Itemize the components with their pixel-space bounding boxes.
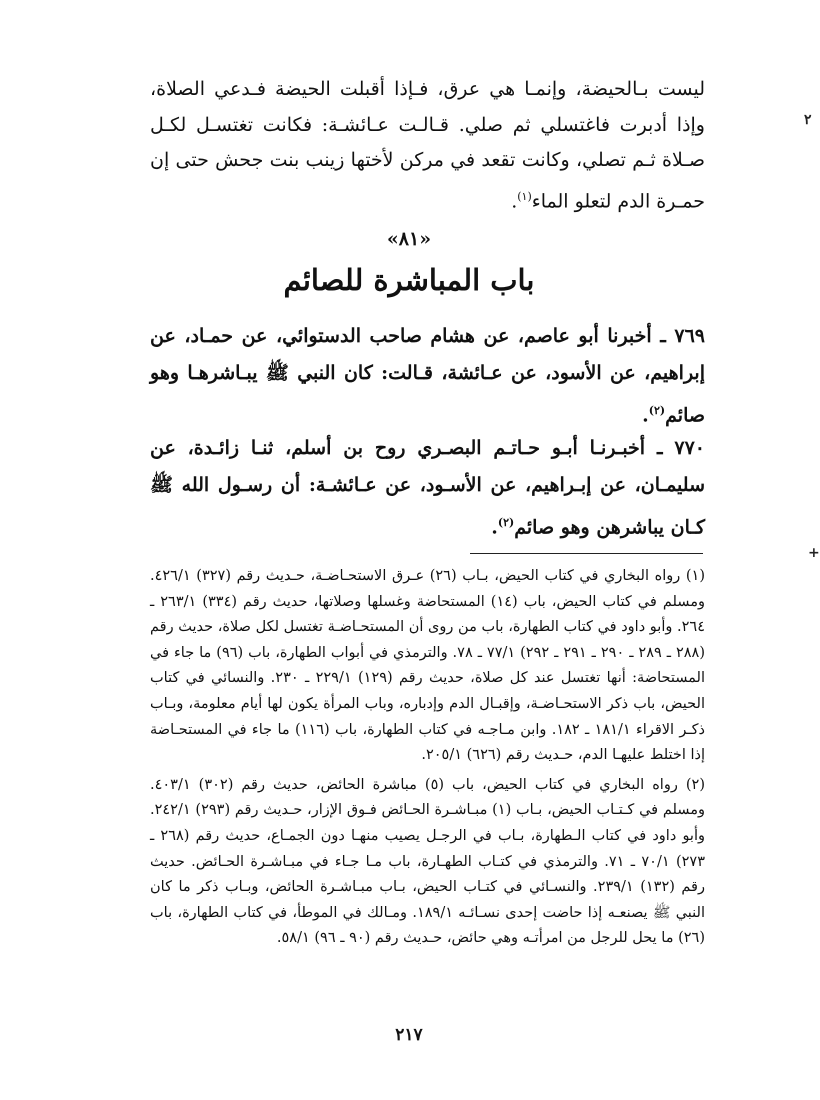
intro-paragraph: ليست بـالحيضة، وإنمـا هي عرق، فـإذا أقبلت الحيضة فـدعي الصلاة، وإذا أدبرت فاغتسلي ثم صلي. قـالـت عـائشـة: فكانت تغتسـل لكـل صـلاة ثـم تصلي، وكانت تقعد في مركن لأختها زينب بنت جحش حتى إن حمـرة الدم لتعلو الماء$^{(١)}$.	[150, 78, 705, 212]
hadith-footnote-ref: (٢)	[648, 404, 666, 417]
intro-text: ليست بـالحيضة، وإنمـا هي عرق، فـإذا أقبلت الحيضة فـدعي الصلاة، وإذا أدبرت فاغتسلي ثم صلي. قـالـت عـائشـة: فكانت تغتسـل لكـل صـلاة ثـم تصلي، وكانت تقعد في مركن لأختها زينب بنت جحش حتى إن حمـرة الدم لتعلو الماء	[150, 78, 705, 212]
hadith-769: ٧٦٩ ـ أخبرنا أبو عاصم، عن هشام صاحب الدستوائي، عن حمـاد، عن إبراهيم، عن الأسود، عن عـائشة، قـالت: كان النبي ﷺ يبـاشرهـا وهو صائم$^{(٢)}$.	[150, 325, 705, 427]
margin-mark-middle: +	[808, 545, 820, 561]
margin-mark-top: ٢	[804, 112, 812, 128]
footnotes	[150, 564, 705, 956]
intro-footnote-ref: (١)	[517, 189, 532, 203]
footnote-mark: (٢)	[685, 776, 705, 793]
page-number: ٢١٧	[395, 1025, 423, 1045]
hadith-text: ٧٦٩ ـ أخبرنا أبو عاصم، عن هشام صاحب الدستوائي، عن حمـاد، عن إبراهيم، عن الأسود، عن عـائشة، قـالت: كان النبي ﷺ يبـاشرهـا وهو صائم	[150, 325, 705, 427]
footnote-text: رواه البخاري في كتاب الحيض، بـاب (٢٦) عـرق الاستحـاضـة، حـديث رقم (٣٢٧) ٤٢٦/١. ومسلم في كتاب الحيض، باب (١٤) المستحاضة وغسلها وصلاتها، حديث رقم (٣٣٤) ٢٦٣/١ ـ ٢٦٤. وأبو داود في كتاب الطهارة، باب من روى أن المستحـاضـة تغتسل لكل صلاة، حديث رقم (٢٨٨ ـ ٢٨٩ ـ ٢٩٠ ـ ٢٩١ ـ ٢٩٢) ٧٧/١ ـ ٧٨. والترمذي في أبواب الطهارة، باب (٩٦) ما جاء في المستحاضة: أنها تغتسل عند كل صلاة، حديث رقم (١٢٩) ٢٢٩/١ ـ ٢٣٠. والنسائي في كتاب الحيض، باب ذكر الاستحـاضـة، وإقبـال الدم وإدباره، وباب المرأة يكون لها أيام معلومة، وبـاب ذكـر الاقراء ١٨١/١ ـ ١٨٢. وابن مـاجـه في كتاب الطهارة، باب (١١٦) ما جاء في المستحـاضة إذا اختلط عليهـا الدم، حـديث رقم (٦٢٦) ٢٠٥/١.	[150, 568, 706, 764]
footnote-separator	[470, 553, 703, 554]
hadith-text: ٧٧٠ ـ أخبـرنـا أبـو حـاتـم البصـري روح بن أسلم، ثنـا زائـدة، عن سليمـان، عن إبـراهيم، عن الأسـود، عن عـائشـة: أن رسـول الله ﷺ كـان يباشرهن وهو صائم	[150, 437, 705, 539]
footnote-text: رواه البخاري في كتاب الحيض، باب (٥) مباشرة الحائض، حديث رقم (٣٠٢) ٤٠٣/١. ومسلم في كـتـاب الحيض، بـاب (١) مبـاشـرة الحـائض فـوق الإزار، حـديث رقم (٢٩٣) ٢٤٢/١. وأبو داود في كتاب الـطهارة، بـاب في الرجـل يصيب منهـا دون الجمـاع، حديث رقم (٢٦٨ ـ ٢٧٣) ٧٠/١ ـ ٧١. والترمذي في كتـاب الطهـارة، باب مـا جـاء في مبـاشـرة الحـائض. حديث رقم (١٣٢) ٢٣٩/١. والنسـائي في كتـاب الحيض، بـاب مبـاشـرة الحائض، وبـاب ذكر ما كان النبي ﷺ يصنعـه إذا حاضت إحدى نسـائـه ١٨٩/١. ومـالك في الموطأ، في كتاب الطهارة، باب (٢٦) ما يحل للرجل من امرأتـه وهي حائض، حـديث رقم (٩٠ ـ ٩٦) ٥٨/١.	[150, 776, 705, 947]
hadith-footnote-ref: (٢)	[497, 516, 515, 529]
footnote-1	[150, 564, 705, 769]
footnote-mark: (١)	[685, 568, 705, 584]
section-number: «٨١»	[386, 228, 432, 250]
section-title: باب المباشرة للصائم	[283, 263, 535, 297]
footnote-2	[150, 773, 705, 952]
hadith-770: ٧٧٠ ـ أخبـرنـا أبـو حـاتـم البصـري روح بن أسلم، ثنـا زائـدة، عن سليمـان، عن إبـراهيم، عن الأسـود، عن عـائشـة: أن رسـول الله ﷺ كـان يباشرهن وهو صائم$^{(٢)}$.	[150, 437, 705, 539]
